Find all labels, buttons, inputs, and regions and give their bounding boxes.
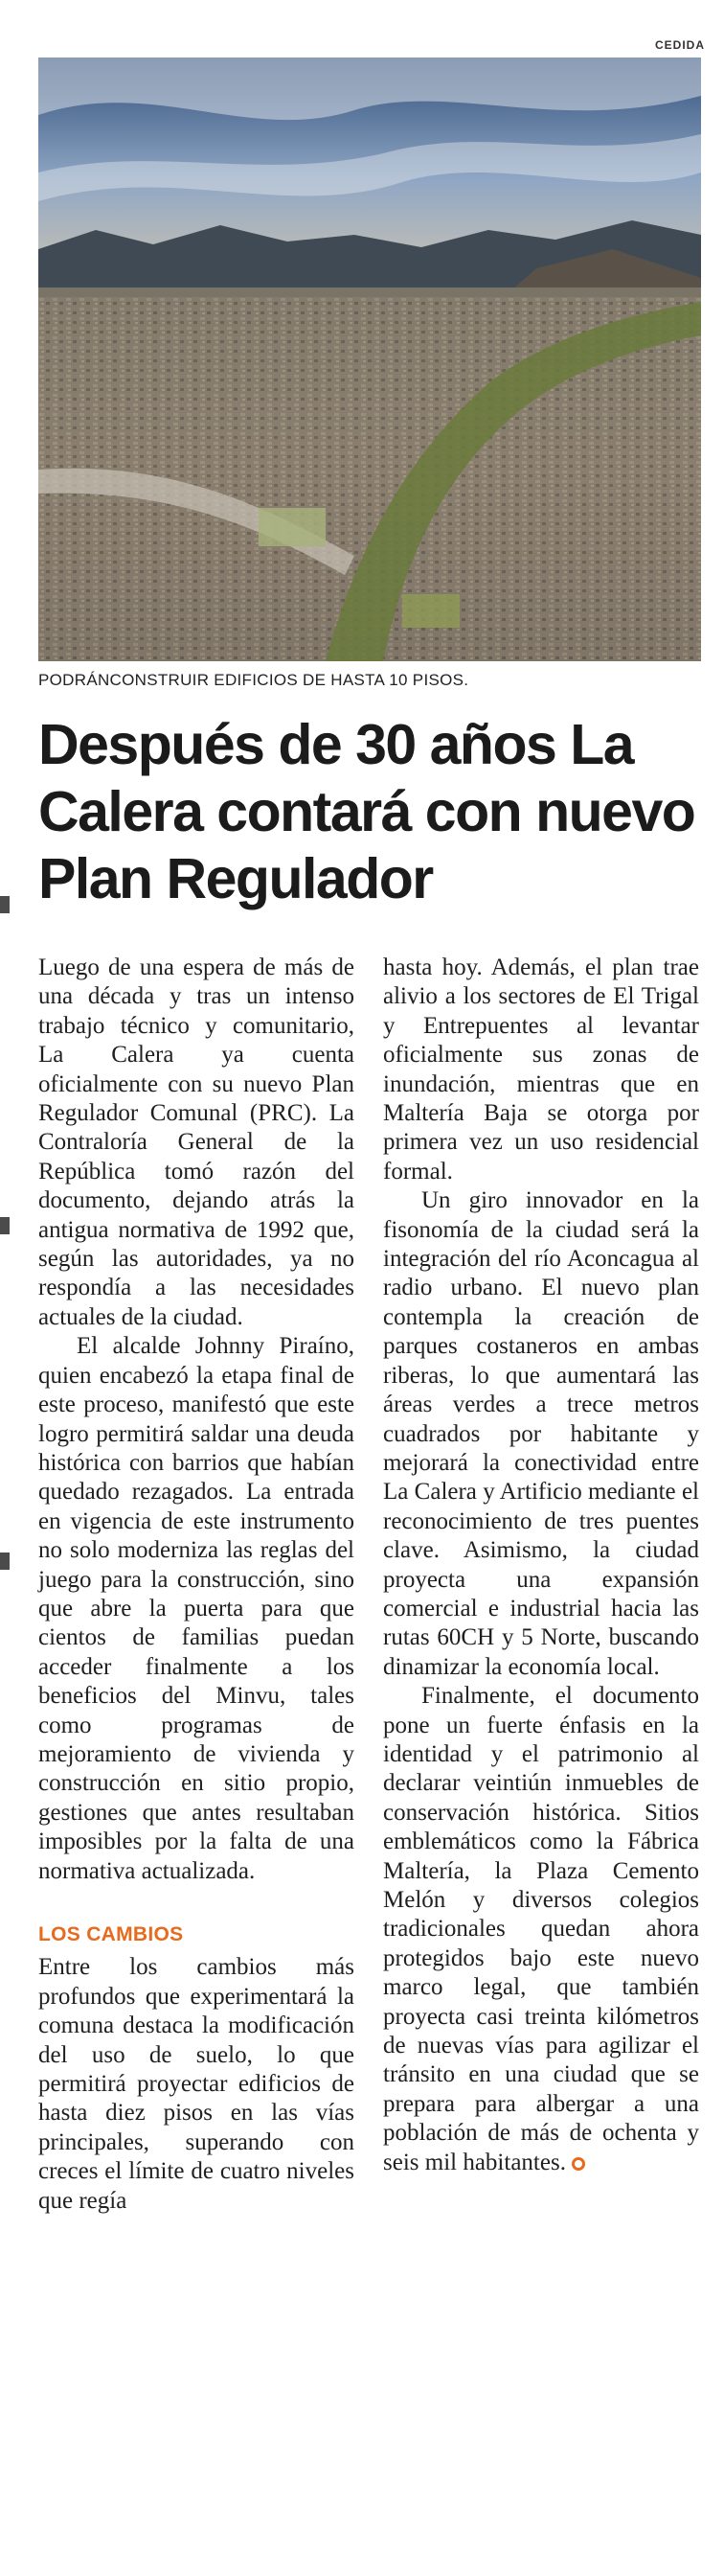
paragraph: Entre los cambios más profundos que experimentará la comuna destaca la modificación del uso de suelo, lo que permitirá proyectar edificios de hasta diez pisos en las vías principales, superando con creces el límite de cuatro niveles que regía: [38, 1954, 354, 2214]
page-edge-mark: [0, 1552, 10, 1570]
paragraph: El alcalde Johnny Piraíno, quien encabezó la etapa final de este proceso, manifestó que este logro permitirá saldar una deuda histórica con barrios que habían quedado rezagados. La entrada en vigencia de este instrumento no solo moderniza las reglas del juego para la construcción, sino que abre la puerta para que cientos de familias puedan acceder finalmente a los beneficios del Minvu, tales como programas de mejoramiento de vivienda y construcción en sitio propio, gestiones que antes resultaban imposibles por la falta de una normativa actualizada.: [38, 1333, 354, 1884]
section-heading: LOS CAMBIOS: [38, 1923, 184, 1945]
aerial-photo-illustration: [38, 58, 701, 661]
photo-credit: CEDIDA: [654, 38, 705, 52]
paragraph-final-text: Finalmente, el documento pone un fuerte énfasis en la identidad y el patrimonio al declarar veintiún inmuebles de conservación histórica. Sitios emblemáticos como la Fábrica Maltería, la Plaza Cemento Melón y diversos colegios tradicionales quedan ahora protegidos bajo este nuevo marco legal, que también proyecta casi treinta kilómetros de nuevas vías para agilizar el tránsito en una ciudad que se prepara para albergar a una población de más de ochenta y seis mil habitantes.: [383, 1683, 699, 2175]
photo-caption: PODRÁNCONSTRUIR EDIFICIOS DE HASTA 10 PISOS.: [38, 671, 469, 689]
article-headline: Después de 30 años La Calera contará con nuevo Plan Regulador: [38, 713, 695, 910]
aerial-city-photo: [38, 58, 701, 661]
page-edge-mark: [0, 896, 10, 913]
paragraph: hasta hoy. Además, el plan trae alivio a los sectores de El Trigal y Entrepuentes al levantar oficialmente sus zonas de inundación, mientras que en Maltería Baja se otorga por primera vez un uso residencial formal.: [383, 954, 699, 1184]
article-column-left: [38, 954, 354, 2216]
paragraph: Luego de una espera de más de una década y tras un intenso trabajo técnico y comunitario, La Calera ya cuenta oficialmente con su nuevo Plan Regulador Comunal (PRC). La Contraloría General de la República tomó razón del documento, dejando atrás la antigua normativa de 1992 que, según las autoridades, ya no respondía a las necesidades actuales de la ciudad.: [38, 954, 354, 1330]
paragraph: Un giro innovador en la fisonomía de la ciudad será la integración del río Aconcagua al radio urbano. El nuevo plan contempla la creación de parques costaneros en ambas riberas, lo que aumentará las áreas verdes a trece metros cuadrados por habitante y mejorará la conectividad entre La Calera y Artificio mediante el reconocimiento de tres puentes clave. Asimismo, la ciudad proyecta una expansión comercial e industrial hacia las rutas 60CH y 5 Norte, buscando dinamizar la economía local.: [383, 1187, 699, 1680]
paragraph-final: [383, 1682, 699, 2177]
page-edge-mark: [0, 1217, 10, 1234]
article-column-right: [383, 954, 699, 2177]
end-of-article-icon: [572, 2157, 585, 2171]
